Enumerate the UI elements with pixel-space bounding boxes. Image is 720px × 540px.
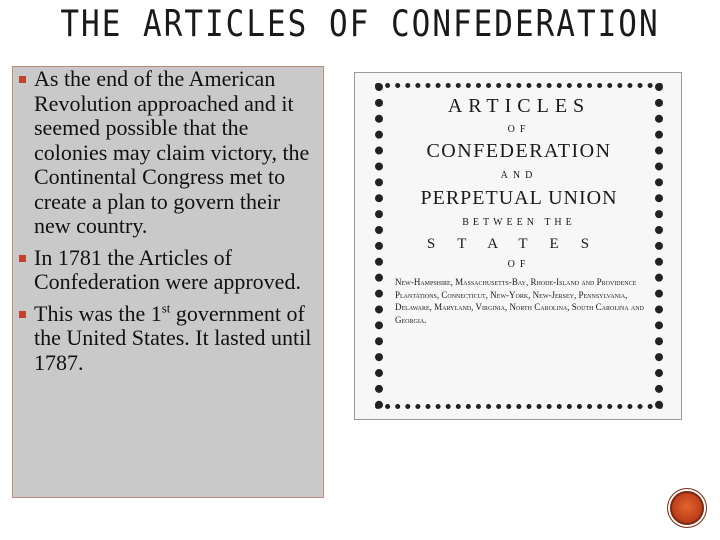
- next-slide-button[interactable]: [670, 491, 704, 525]
- content-box: [12, 66, 324, 498]
- doc-line: PERPETUAL UNION: [420, 187, 618, 209]
- doc-line: BETWEEN THE: [462, 217, 576, 228]
- document-border: [375, 83, 663, 409]
- doc-states-list: New-Hampshire, Massachusetts-Bay, Rhode-Island and Providence Plantations, Connecticut, New-York, New-Jersey, Pennsylvania, Delaware, Maryland, Virginia, North Carolina, South Carolina and Georgia.: [395, 277, 644, 325]
- bullet-item: [19, 67, 317, 239]
- doc-line: AND: [500, 170, 538, 181]
- bullet-text-start: This was the 1: [34, 300, 162, 326]
- slide-title: THE ARTICLES OF CONFEDERATION: [60, 2, 660, 46]
- doc-line: ARTICLES: [447, 95, 591, 117]
- doc-line: OF: [507, 124, 531, 135]
- document-image: [354, 72, 682, 420]
- doc-line: CONFEDERATION: [426, 140, 612, 162]
- bullet-text: In 1781 the Articles of Confederation were approved.: [34, 244, 301, 294]
- square-bullet-icon: [19, 311, 26, 318]
- bullet-item: [19, 302, 317, 376]
- doc-line: OF: [507, 259, 531, 270]
- doc-line: STATES: [426, 236, 612, 252]
- square-bullet-icon: [19, 76, 26, 83]
- bullet-text: As the end of the American Revolution approached and it seemed possible that the colonies may claim victory, the Continental Congress met to create a plan to govern their new country.: [34, 66, 310, 238]
- square-bullet-icon: [19, 255, 26, 262]
- ordinal-superscript: st: [161, 300, 171, 316]
- bullet-list: [19, 67, 317, 375]
- bullet-item: [19, 246, 317, 295]
- bullet-text-end: government of the United States. It lasted until 1787.: [34, 300, 312, 375]
